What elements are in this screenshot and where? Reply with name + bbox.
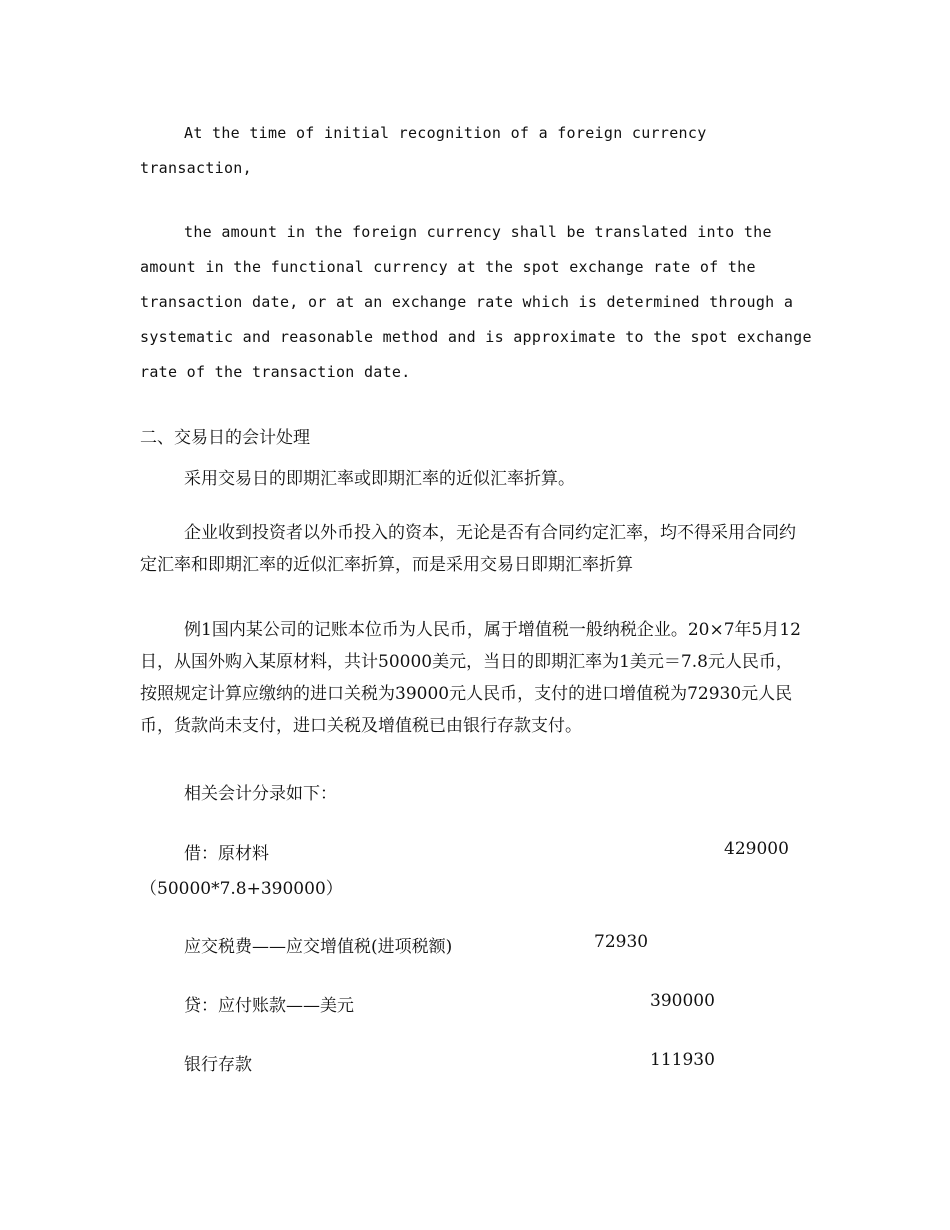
debit-material-label: 借：原材料 xyxy=(184,844,269,864)
section-paragraph-2: 企业收到投资者以外币投入的资本，无论是否有合同约定汇率，均不得采用合同约定汇率和即期汇率的近似汇率折算，而是采用交易日即期汇率折算 xyxy=(140,523,796,575)
debit-material-amount: 429000 xyxy=(724,839,789,859)
intro-line-2: transaction, xyxy=(140,159,252,177)
intro-paragraph: the amount in the foreign currency shall be translated into the amount in the functional currency at the spot exchange rate of the transaction date, or at an exchange rate which is determined through a systematic and reasonable method and is approximate to the spot exchange rate of the transaction date. xyxy=(140,223,812,381)
debit-material-formula: （50000*7.8+390000） xyxy=(140,879,343,899)
example-paragraph: 例1国内某公司的记账本位币为人民币，属于增值税一般纳税企业。20×7年5月12日，从国外购入某原材料，共计50000美元，当日的即期汇率为1美元＝7.8元人民币，按照规定计算应缴纳的进口关税为39000元人民币，支付的进口增值税为72930元人民币，货款尚未支付，进口关税及增值税已由银行存款支付。 xyxy=(140,620,801,736)
bank-deposit-label: 银行存款 xyxy=(184,1055,252,1075)
section-heading: 二、交易日的会计处理 xyxy=(140,428,310,448)
tax-entry-label: 应交税费——应交增值税(进项税额) xyxy=(184,937,453,957)
section-paragraph-1: 采用交易日的即期汇率或即期汇率的近似汇率折算。 xyxy=(184,469,575,489)
tax-entry-amount: 72930 xyxy=(594,932,649,952)
bank-deposit-amount: 111930 xyxy=(650,1050,715,1070)
credit-payable-label: 贷：应付账款——美元 xyxy=(184,996,354,1016)
entries-intro: 相关会计分录如下： xyxy=(184,784,337,804)
intro-line-1: At the time of initial recognition of a foreign currency xyxy=(184,124,707,142)
credit-payable-amount: 390000 xyxy=(650,991,715,1011)
